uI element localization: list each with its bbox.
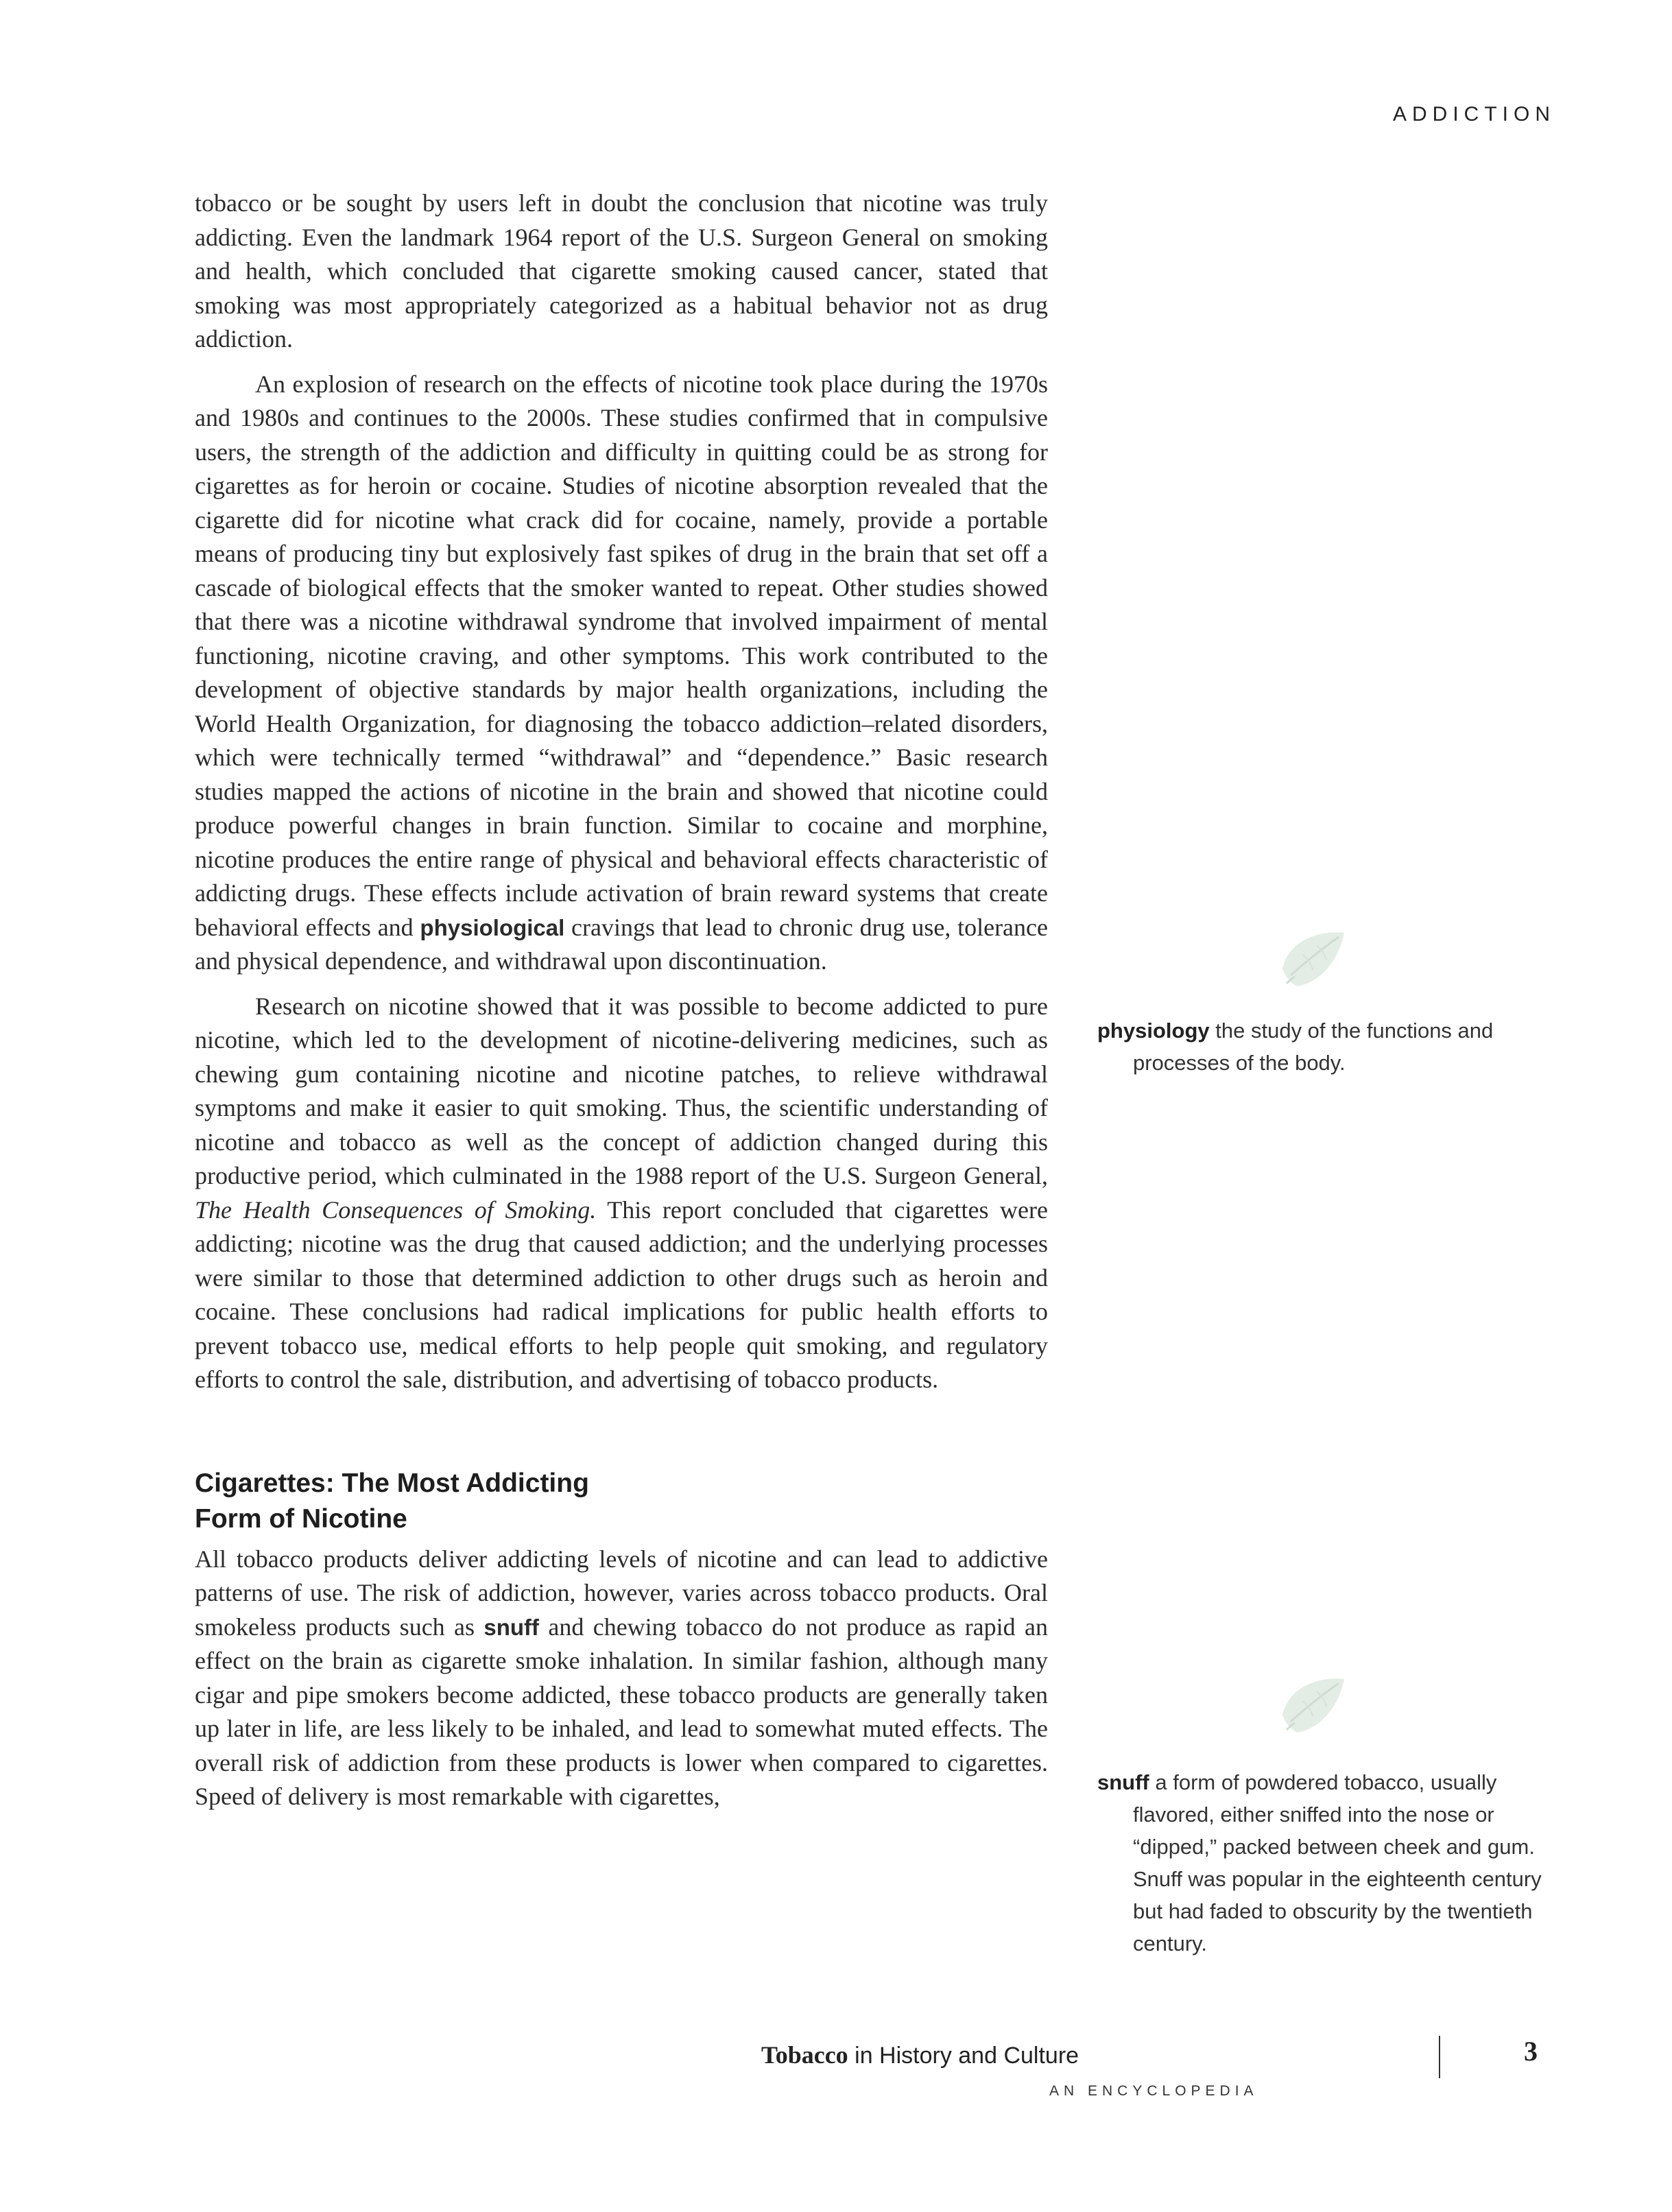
footer-title-rest: in History and Culture [848,2043,1079,2069]
page-number: 3 [1524,2036,1538,2067]
section-heading-line-2: Form of Nicotine [195,1503,407,1534]
tobacco-leaf-icon [1277,1674,1352,1739]
paragraph-4 [195,1543,1048,1814]
glossary-entry-snuff [1097,1766,1550,1960]
section-heading-line-1: Cigarettes: The Most Addicting [195,1468,589,1498]
paragraph-4-text-end: and chewing tobacco do not produce as rapid an effect on the brain as cigarette smoke inhalation. In similar fashion, although many cigar and pipe smokers become addicted, these tobacco products are generally taken up later in life, are less likely to be inhaled, and lead to somewhat muted effects. The overall risk of addiction from these products is lower when compared to cigarettes. Speed of delivery is most remarkable with cigarettes, [195,1613,1048,1810]
glossary-entry-text [1097,1766,1550,1960]
glossary-term: snuff [1097,1770,1149,1794]
glossary-entry-text [1097,1014,1550,1079]
glossary-term: physiology [1097,1019,1210,1043]
tobacco-leaf-icon [1277,927,1352,993]
footer-divider [1439,2036,1440,2078]
paragraph-3-text: Research on nicotine showed that it was possible to become addicted to pure nicotine, which led to the development of nicotine-delivering medicines, such as chewing gum containing nicotine and nicotine patches, to relieve withdrawal symptoms and make it easier to quit smoking. Thus, the scientific understanding of nicotine and tobacco as well as the concept of addiction changed during this productive period, which culminated in the 1988 report of the U.S. Surgeon General, [195,992,1048,1189]
paragraph-3-text-end: This report concluded that cigarettes were addicting; nicotine was the drug that caused addiction; and the underlying processes were similar to those that determined addiction to other drugs such as heroin and cocaine. These conclusions had radical implications for public health efforts to prevent tobacco use, medical efforts to help people quit smoking, and regulatory efforts to control the sale, distribution, and advertising of tobacco products. [195,1196,1048,1393]
paragraph-4-text: All tobacco products deliver addicting levels of nicotine and can lead to addictive patterns of use. The risk of addiction, however, varies across tobacco products. Oral smokeless products such as [195,1545,1048,1641]
report-title: The Health Consequences of Smoking. [195,1196,597,1224]
paragraph-2-text-end: cravings that lead to chronic drug use, tolerance and physical dependence, and withdrawal upon discontinuation. [195,913,1048,975]
footer-subtitle: AN ENCYCLOPEDIA [1049,2083,1258,2099]
glossary-definition: the study of the functions and processes of the body. [1133,1019,1494,1075]
paragraph-2-text: An explosion of research on the effects of nicotine took place during the 1970s and 1980s and continues to the 2000s. These studies confirmed that in compulsive users, the strength of the addiction and difficulty in quitting could be as strong for cigarettes as for heroin or cocaine. Studies of nicotine absorption revealed that the cigarette did for nicotine what crack did for cocaine, namely, provide a portable means of producing tiny but explosively fast spikes of drug in the brain that set off a cascade of biological effects that the smoker wanted to repeat. Other studies showed that there was a nicotine withdrawal syndrome that involved impairment of mental functioning, nicotine craving, and other symptoms. This work contributed to the development of objective standards by major health organizations, including the World Health Organization, for diagnosing the tobacco addiction–related disorders, which were technically termed “withdrawal” and “dependence.” Basic research studies mapped the actions of nicotine in the brain and showed that nicotine could produce powerful changes in brain function. Similar to cocaine and morphine, nicotine produces the entire range of physical and behavioral effects characteristic of addicting drugs. These effects include activation of brain reward systems that create behavioral effects and [195,370,1048,941]
paragraph-2 [195,368,1048,979]
paragraph-3 [195,990,1048,1397]
running-head: ADDICTION [1393,103,1555,126]
footer-book-title [761,2041,1079,2069]
glossary-term-physiological[interactable]: physiological [420,914,565,940]
main-text-column [195,187,1048,1814]
footer-brand: Tobacco [761,2041,848,2069]
glossary-term-snuff[interactable]: snuff [483,1614,540,1640]
glossary-entry-physiology [1097,1014,1550,1079]
paragraph-1: tobacco or be sought by users left in doubt the conclusion that nicotine was truly addicting. Even the landmark 1964 report of the U.S. Surgeon General on smoking and health, which concluded that cigarette smoking caused cancer, stated that smoking was most appropriately categorized as a habitual behavior not as drug addiction. [195,189,1048,353]
glossary-definition: a form of powdered tobacco, usually flavored, either sniffed into the nose or “dipped,” packed between cheek and gum. Snuff was popular in the eighteenth century but had faded to obscurity by the twentieth century. [1133,1770,1542,1955]
section-heading [195,1466,1048,1537]
